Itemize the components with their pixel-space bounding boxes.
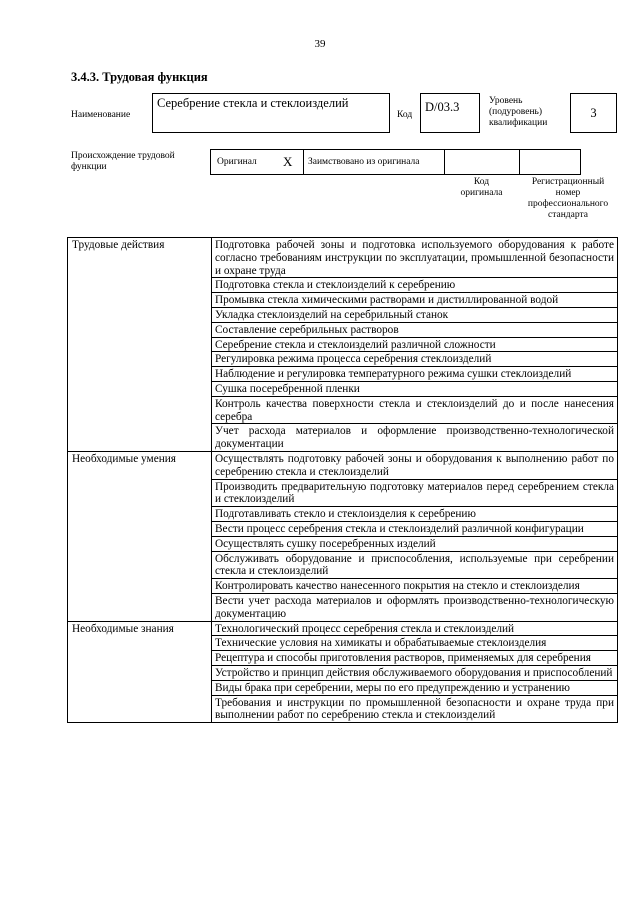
origin-reg-caption-line-3: профессионального	[527, 199, 609, 209]
section-item: Подготовка рабочей зоны и подготовка используемого оборудования к работе согласно требованиям инструкции по эксплуатации, промышленной безопасности и охране труда	[212, 238, 618, 278]
section-item: Осуществлять сушку посеребренных изделий	[212, 536, 618, 551]
section-item: Вести процесс серебрения стекла и стеклоизделий различной конфигурации	[212, 521, 618, 536]
origin-code-caption-line-1: Код	[473, 177, 490, 187]
origin-reg-cell	[520, 150, 580, 174]
level-label-line-1: Уровень	[489, 96, 523, 106]
origin-row	[210, 149, 581, 175]
section-item: Рецептура и способы приготовления растворов, применяемых для серебрения	[212, 651, 618, 666]
section-item: Составление серебрильных растворов	[212, 322, 618, 337]
origin-code-caption-line-2: оригинала	[460, 188, 503, 198]
section-item: Серебрение стекла и стеклоизделий различной сложности	[212, 337, 618, 352]
level-label	[489, 96, 547, 129]
section-item: Контроль качества поверхности стекла и стеклоизделий до и после нанесения серебра	[212, 396, 618, 424]
section-item: Технологический процесс серебрения стекла и стеклоизделий	[212, 621, 618, 636]
name-value-box	[152, 93, 390, 133]
section-item: Технические условия на химикаты и обрабатываемые стеклоизделия	[212, 636, 618, 651]
origin-reg-caption-line-1: Регистрационный	[531, 177, 605, 187]
origin-label-line-1: Происхождение трудовой	[71, 151, 175, 161]
page-number: 39	[314, 38, 326, 50]
origin-original-cell	[211, 150, 304, 174]
section-item: Регулировка режима процесса серебрения стеклоизделий	[212, 352, 618, 367]
origin-code-cell	[445, 150, 520, 174]
origin-reg-caption	[519, 177, 617, 221]
code-value: D/03.3	[425, 100, 460, 114]
level-label-line-3: квалификации	[489, 118, 548, 128]
origin-original-mark: X	[283, 154, 293, 169]
section-item: Требования и инструкции по промышленной безопасности и охране труда при выполнении работ по серебрению стекла и стеклоизделий	[212, 695, 618, 723]
code-label: Код	[397, 110, 413, 120]
level-label-line-2: (подуровень)	[489, 107, 543, 117]
level-value-box	[570, 93, 617, 133]
origin-label-line-2: функции	[71, 162, 107, 172]
section-item: Сушка посеребренной пленки	[212, 381, 618, 396]
section-item: Вести учет расхода материалов и оформлять производственно-технологическую документацию	[212, 593, 618, 621]
section-item: Виды брака при серебрении, меры по его предупреждению и устранению	[212, 680, 618, 695]
section-title-cell: Необходимые знания	[68, 621, 212, 723]
origin-code-caption	[444, 177, 519, 199]
section-title-cell: Трудовые действия	[68, 238, 212, 452]
section-item: Обслуживать оборудование и приспособления, используемые при серебрении стекла и стеклоизделий	[212, 551, 618, 579]
section-item: Учет расхода материалов и оформление производственно-технологической документации	[212, 424, 618, 452]
origin-borrowed-label: Заимствовано из оригинала	[308, 157, 420, 167]
section-item: Подготовка стекла и стеклоизделий к серебрению	[212, 278, 618, 293]
section-item: Подготавливать стекло и стеклоизделия к серебрению	[212, 507, 618, 522]
section-item: Устройство и принцип действия обслуживаемого оборудования и приспособлений	[212, 665, 618, 680]
section-item: Промывка стекла химическими растворами и дистиллированной водой	[212, 293, 618, 308]
name-label: Наименование	[71, 110, 131, 120]
section-item: Производить предварительную подготовку материалов перед серебрением стекла и стеклоизделий	[212, 479, 618, 507]
origin-original-label: Оригинал	[217, 157, 257, 167]
table-row	[68, 451, 618, 479]
section-item: Осуществлять подготовку рабочей зоны и оборудования к выполнению работ по серебрению стекла и стеклоизделий	[212, 451, 618, 479]
origin-reg-caption-line-4: стандарта	[548, 210, 588, 220]
table-row	[68, 238, 618, 278]
code-value-box	[420, 93, 480, 133]
origin-reg-caption-line-2: номер	[555, 188, 581, 198]
table-row	[68, 621, 618, 636]
level-value: 3	[590, 106, 597, 120]
name-value: Серебрение стекла и стеклоизделий	[157, 96, 349, 110]
origin-label	[71, 151, 175, 173]
section-title: 3.4.3. Трудовая функция	[71, 70, 208, 84]
section-item: Наблюдение и регулировка температурного режима сушки стеклоизделий	[212, 367, 618, 382]
section-item: Укладка стеклоизделий на серебрильный станок	[212, 307, 618, 322]
section-item: Контролировать качество нанесенного покрытия на стекло и стеклоизделия	[212, 579, 618, 594]
competency-table	[67, 237, 618, 723]
origin-borrowed-cell	[304, 150, 445, 174]
section-title-cell: Необходимые умения	[68, 451, 212, 621]
